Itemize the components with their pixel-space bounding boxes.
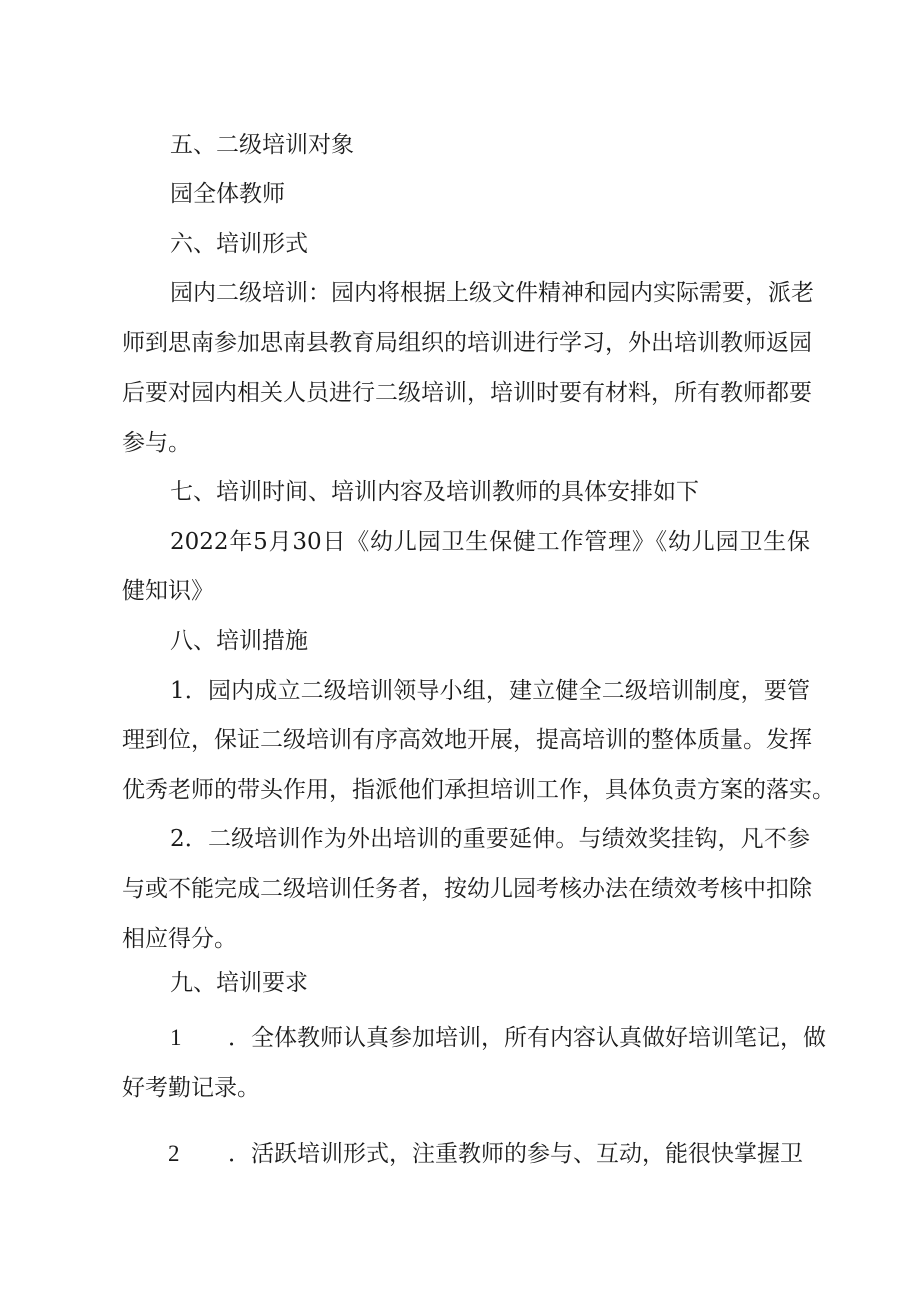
section-8-item-1-line-1: 1．园内成立二级培训领导小组，建立健全二级培训制度，要管 (170, 678, 810, 704)
section-6-line-4: 参与。 (122, 430, 191, 456)
section-8-item-1-line-3: 优秀老师的带头作用，指派他们承担培训工作，具体负责方案的落实。 (122, 777, 835, 803)
section-7-line-2: 健知识》 (122, 578, 214, 604)
section-8-item-1-line-2: 理到位，保证二级培训有序高效地开展，提高培训的整体质量。发挥 (122, 727, 812, 753)
section-8-item-2-line-3: 相应得分。 (122, 926, 237, 952)
section-6-line-2: 师到思南参加思南县教育局组织的培训进行学习，外出培训教师返园 (122, 330, 812, 356)
section-9-heading: 九、培训要求 (170, 970, 308, 996)
section-7-heading: 七、培训时间、培训内容及培训教师的具体安排如下 (170, 479, 699, 505)
section-9-item-1-number: 1 (170, 1025, 182, 1050)
section-9-item-1-line-2: 好考勤记录。 (122, 1075, 260, 1101)
section-8-item-2-line-1: 2．二级培训作为外出培训的重要延伸。与绩效奖挂钩，凡不参 (170, 826, 810, 852)
section-8-heading: 八、培训措施 (170, 628, 308, 654)
section-6-heading: 六、培训形式 (170, 231, 308, 257)
section-9-item-1-line-1: ．全体教师认真参加培训，所有内容认真做好培训笔记，做 (228, 1025, 826, 1051)
section-6-line-1: 园内二级培训：园内将根据上级文件精神和园内实际需要，派老 (170, 280, 814, 306)
section-6-line-3: 后要对园内相关人员进行二级培训，培训时要有材料，所有教师都要 (122, 380, 812, 406)
section-5-body: 园全体教师 (170, 181, 285, 207)
section-9-item-2-line-1: ．活跃培训形式，注重教师的参与、互动，能很快掌握卫 (228, 1141, 803, 1167)
section-9-item-2-number: 2 (168, 1141, 180, 1166)
section-5-heading: 五、二级培训对象 (170, 132, 354, 158)
section-7-line-1: 2022年5月30日《幼儿园卫生保健工作管理》《幼儿园卫生保 (170, 529, 810, 555)
section-8-item-2-line-2: 与或不能完成二级培训任务者，按幼儿园考核办法在绩效考核中扣除 (122, 876, 812, 902)
